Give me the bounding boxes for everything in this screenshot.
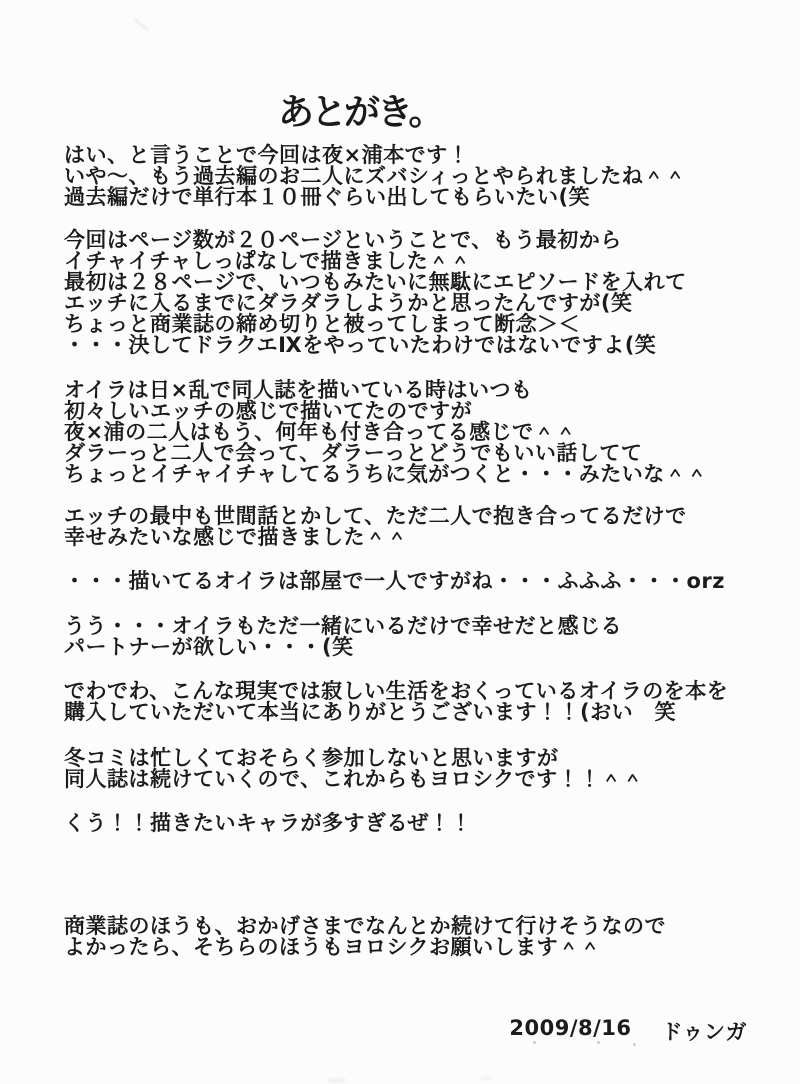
text-line: ダラーっと二人で会って、ダラーっとどうでもいい話してて <box>64 441 643 465</box>
text-line: 商業誌のほうも、おかげさまでなんとか続けて行けそうなので <box>64 914 666 938</box>
text-line: 今回はページ数が２０ページということで、もう最初から <box>64 228 622 252</box>
text-line: パートナーが欲しい・・・(笑 <box>64 635 354 659</box>
paragraph <box>64 571 725 592</box>
text-line: 夜×浦の二人はもう、何年も付き合ってる感じで＾＾ <box>64 420 577 444</box>
text-line: 幸せみたいな感じで描きました＾＾ <box>64 525 408 549</box>
signature-name: ドゥンガ <box>661 1020 747 1044</box>
text-line: よかったら、そちらのほうもヨロシクお願いします＾＾ <box>64 935 602 959</box>
text-line: 最初は２８ページで、いつもみたいに無駄にエピソードを入れて <box>64 270 687 294</box>
paragraph <box>64 616 622 658</box>
scan-artifact <box>480 1076 492 1080</box>
text-line: でわでわ、こんな現実では寂しい生活をおくっているオイラのを本を <box>64 679 729 703</box>
text-line: 同人誌は続けていくので、これからもヨロシクです！！＾＾ <box>64 767 644 791</box>
text-line: オイラは日×乱で同人誌を描いている時はいつも <box>64 378 533 402</box>
text-line: うう・・・オイラもただ一緒にいるだけで幸せだと感じる <box>64 614 622 638</box>
text-line: くう！！描きたいキャラが多すぎるぜ！！ <box>64 811 472 835</box>
text-line: 初々しいエッチの感じで描いてたのですが <box>64 399 473 423</box>
paragraph <box>64 506 687 548</box>
page-title: あとがき。 <box>278 92 442 134</box>
paragraph <box>64 748 644 790</box>
text-line: ちょっとイチャイチャしてるうちに気がつくと・・・みたいな＾＾ <box>64 462 708 486</box>
text-line: エッチに入るまでにダラダラしようかと思ったんですが(笑 <box>64 291 633 315</box>
scan-artifact <box>134 19 149 31</box>
text-line: エッチの最中も世間話とかして、ただ二人で抱き合ってるだけで <box>64 504 687 528</box>
text-line: 冬コミは忙しくておそらく参加しないと思いますが <box>64 746 559 770</box>
paragraph <box>64 145 686 208</box>
paragraph <box>64 380 708 485</box>
paragraph <box>64 230 687 356</box>
text-line: はい、と言うことで今回は夜×浦本です！ <box>64 143 470 167</box>
text-line: ちょっと商業誌の締め切りと被ってしまって断念＞＜ <box>64 312 580 336</box>
paragraph <box>64 916 666 958</box>
paragraph <box>64 681 728 723</box>
text-line: ・・・決してドラクエⅨをやっていたわけではないですよ(笑 <box>64 333 657 357</box>
signature <box>509 1016 747 1046</box>
scan-artifact <box>327 1078 347 1083</box>
signature-date: 2009/8/16 <box>509 1016 632 1040</box>
text-line: いや〜、もう過去編のお二人にズバシィっとやられましたね＾＾ <box>64 164 687 188</box>
text-line: 過去編だけで単行本１０冊ぐらい出してもらいたい(笑 <box>64 185 591 209</box>
text-line: ・・・描いてるオイラは部屋で一人ですがね・・・ふふふ・・・orz <box>64 569 725 593</box>
text-line: 購入していただいて本当にありがとうございます！！(おい 笑 <box>64 700 677 724</box>
text-line: イチャイチャしっぱなしで描きました＾＾ <box>64 249 472 273</box>
paragraph <box>64 813 472 834</box>
